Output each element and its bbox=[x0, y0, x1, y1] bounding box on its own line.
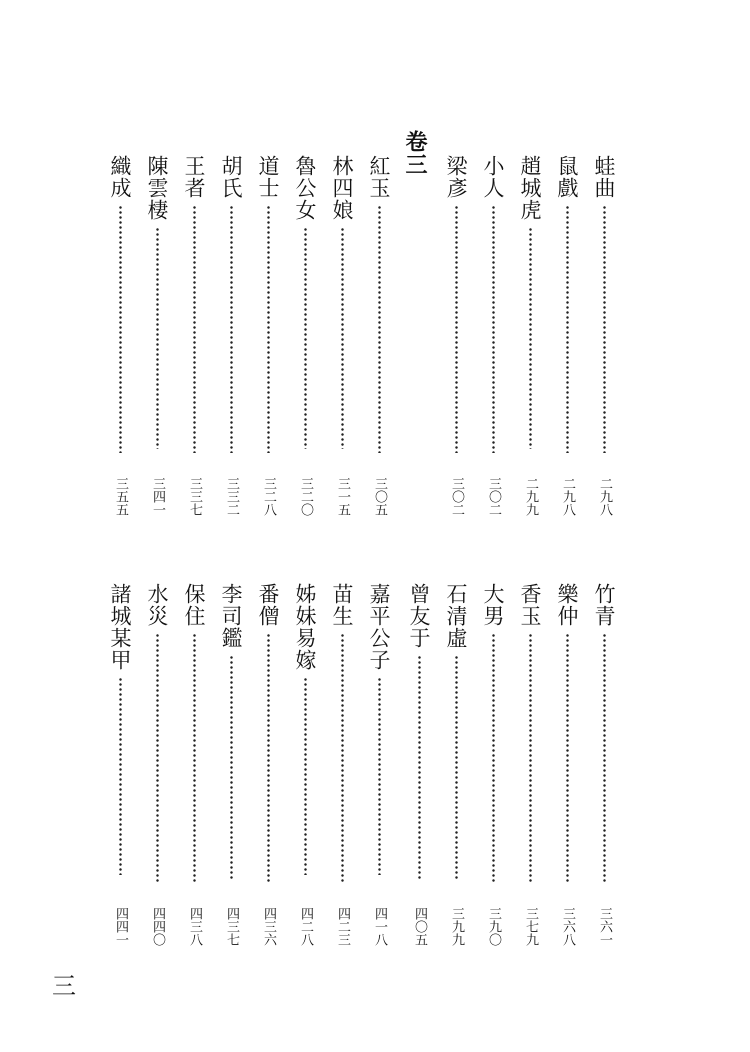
toc-entry bbox=[517, 155, 543, 523]
toc-entry-page: 三四一 bbox=[150, 477, 165, 516]
toc-entry-page: 三〇五 bbox=[372, 477, 387, 516]
toc-entry bbox=[443, 155, 469, 523]
page-number: 三 bbox=[52, 972, 76, 1000]
dot-leader bbox=[341, 633, 344, 883]
toc-entry-title: 鼠戲 bbox=[555, 155, 579, 199]
toc-entry-title: 織成 bbox=[108, 155, 132, 199]
dot-leader bbox=[304, 677, 307, 875]
dot-leader bbox=[119, 677, 122, 875]
toc-entry bbox=[517, 583, 543, 953]
toc-entry-page: 三九九 bbox=[449, 907, 464, 946]
toc-entry-title: 香玉 bbox=[518, 583, 542, 627]
dot-leader bbox=[455, 655, 458, 879]
section-heading bbox=[400, 130, 430, 176]
toc-entry-page: 二九八 bbox=[597, 477, 612, 516]
toc-entry bbox=[144, 583, 170, 953]
toc-entry-title: 梁彥 bbox=[444, 155, 468, 199]
toc-entry-page: 三七九 bbox=[523, 907, 538, 946]
dot-leader bbox=[304, 227, 307, 449]
dot-leader bbox=[603, 205, 606, 453]
toc-entry bbox=[181, 583, 207, 953]
dot-leader bbox=[230, 205, 233, 453]
dot-leader bbox=[156, 227, 159, 449]
toc-entry-page: 四一八 bbox=[372, 907, 387, 946]
toc-entry-title: 竹青 bbox=[592, 583, 616, 627]
toc-entry bbox=[366, 583, 392, 953]
dot-leader bbox=[193, 633, 196, 883]
toc-entry-title: 番僧 bbox=[256, 583, 280, 627]
dot-leader bbox=[378, 677, 381, 875]
toc-entry-title: 保住 bbox=[182, 583, 206, 627]
toc-entry-title: 曾友于 bbox=[407, 583, 431, 649]
toc-entry-title: 蛙曲 bbox=[592, 155, 616, 199]
toc-entry bbox=[554, 583, 580, 953]
toc-entry-title: 嘉平公子 bbox=[367, 583, 391, 671]
toc-entry bbox=[181, 155, 207, 523]
toc-entry-page: 四四〇 bbox=[150, 907, 165, 946]
toc-entry-title: 水災 bbox=[145, 583, 169, 627]
toc-entry-page: 三二〇 bbox=[298, 477, 313, 516]
toc-entry-title: 石清虛 bbox=[444, 583, 468, 649]
toc-entry-page: 三三二 bbox=[224, 477, 239, 516]
toc-entry-title: 李司鑑 bbox=[219, 583, 243, 649]
dot-leader bbox=[529, 633, 532, 883]
toc-entry bbox=[218, 155, 244, 523]
toc-entry-title: 林四娘 bbox=[330, 155, 354, 221]
toc-entry bbox=[144, 155, 170, 523]
dot-leader bbox=[193, 205, 196, 453]
toc-entry-page: 三九〇 bbox=[486, 907, 501, 946]
toc-entry-page: 三六八 bbox=[560, 907, 575, 946]
dot-leader bbox=[492, 205, 495, 453]
toc-entry bbox=[554, 155, 580, 523]
toc-entry-page: 三〇二 bbox=[449, 477, 464, 516]
toc-entry-title: 魯公女 bbox=[293, 155, 317, 221]
toc-entry bbox=[107, 583, 133, 953]
toc-entry-page: 四三八 bbox=[187, 907, 202, 946]
toc-entry-title: 道士 bbox=[256, 155, 280, 199]
toc-entry bbox=[107, 155, 133, 523]
dot-leader bbox=[566, 205, 569, 453]
dot-leader bbox=[529, 227, 532, 449]
dot-leader bbox=[603, 633, 606, 883]
toc-entry-page: 三五五 bbox=[113, 477, 128, 516]
toc-entry-title: 紅玉 bbox=[367, 155, 391, 199]
toc-entry bbox=[292, 583, 318, 953]
toc-entry bbox=[218, 583, 244, 953]
toc-entry-page: 三二八 bbox=[261, 477, 276, 516]
dot-leader bbox=[119, 205, 122, 453]
dot-leader bbox=[378, 205, 381, 453]
toc-entry bbox=[443, 583, 469, 953]
toc-entry-title: 苗生 bbox=[330, 583, 354, 627]
dot-leader bbox=[156, 633, 159, 883]
toc-entry bbox=[591, 155, 617, 523]
toc-entry bbox=[255, 155, 281, 523]
toc-entry-page: 四〇五 bbox=[412, 907, 427, 946]
toc-entry-page: 二九八 bbox=[560, 477, 575, 516]
toc-entry-title: 王者 bbox=[182, 155, 206, 199]
toc-entry-title: 胡氏 bbox=[219, 155, 243, 199]
toc-entry bbox=[480, 583, 506, 953]
toc-entry-page: 三三七 bbox=[187, 477, 202, 516]
toc-entry-title: 小人 bbox=[481, 155, 505, 199]
toc-entry-page: 四三七 bbox=[224, 907, 239, 946]
section-heading-text: 卷三 bbox=[402, 130, 428, 176]
dot-leader bbox=[418, 655, 421, 879]
toc-entry-page: 三六一 bbox=[597, 907, 612, 946]
toc-entry-page: 三〇二 bbox=[486, 477, 501, 516]
toc-entry bbox=[591, 583, 617, 953]
toc-entry bbox=[480, 155, 506, 523]
dot-leader bbox=[230, 655, 233, 879]
toc-entry-title: 諸城某甲 bbox=[108, 583, 132, 671]
dot-leader bbox=[566, 633, 569, 883]
dot-leader bbox=[267, 633, 270, 883]
toc-entry-page: 四二三 bbox=[335, 907, 350, 946]
toc-entry-title: 樂仲 bbox=[555, 583, 579, 627]
toc-entry bbox=[329, 155, 355, 523]
toc-entry bbox=[292, 155, 318, 523]
toc-entry-title: 陳雲棲 bbox=[145, 155, 169, 221]
dot-leader bbox=[341, 227, 344, 449]
toc-entry-title: 姊妹易嫁 bbox=[293, 583, 317, 671]
toc-entry-page: 二九九 bbox=[523, 477, 538, 516]
dot-leader bbox=[267, 205, 270, 453]
toc-entry bbox=[329, 583, 355, 953]
toc-entry-page: 四三六 bbox=[261, 907, 276, 946]
toc-entry-page: 三一五 bbox=[335, 477, 350, 516]
toc-entry-title: 大男 bbox=[481, 583, 505, 627]
toc-entry-page: 四二八 bbox=[298, 907, 313, 946]
dot-leader bbox=[492, 633, 495, 883]
toc-entry bbox=[366, 155, 392, 523]
toc-entry-page: 四四一 bbox=[113, 907, 128, 946]
toc-entry-title: 趙城虎 bbox=[518, 155, 542, 221]
dot-leader bbox=[455, 205, 458, 453]
toc-entry bbox=[255, 583, 281, 953]
toc-entry bbox=[406, 583, 432, 953]
